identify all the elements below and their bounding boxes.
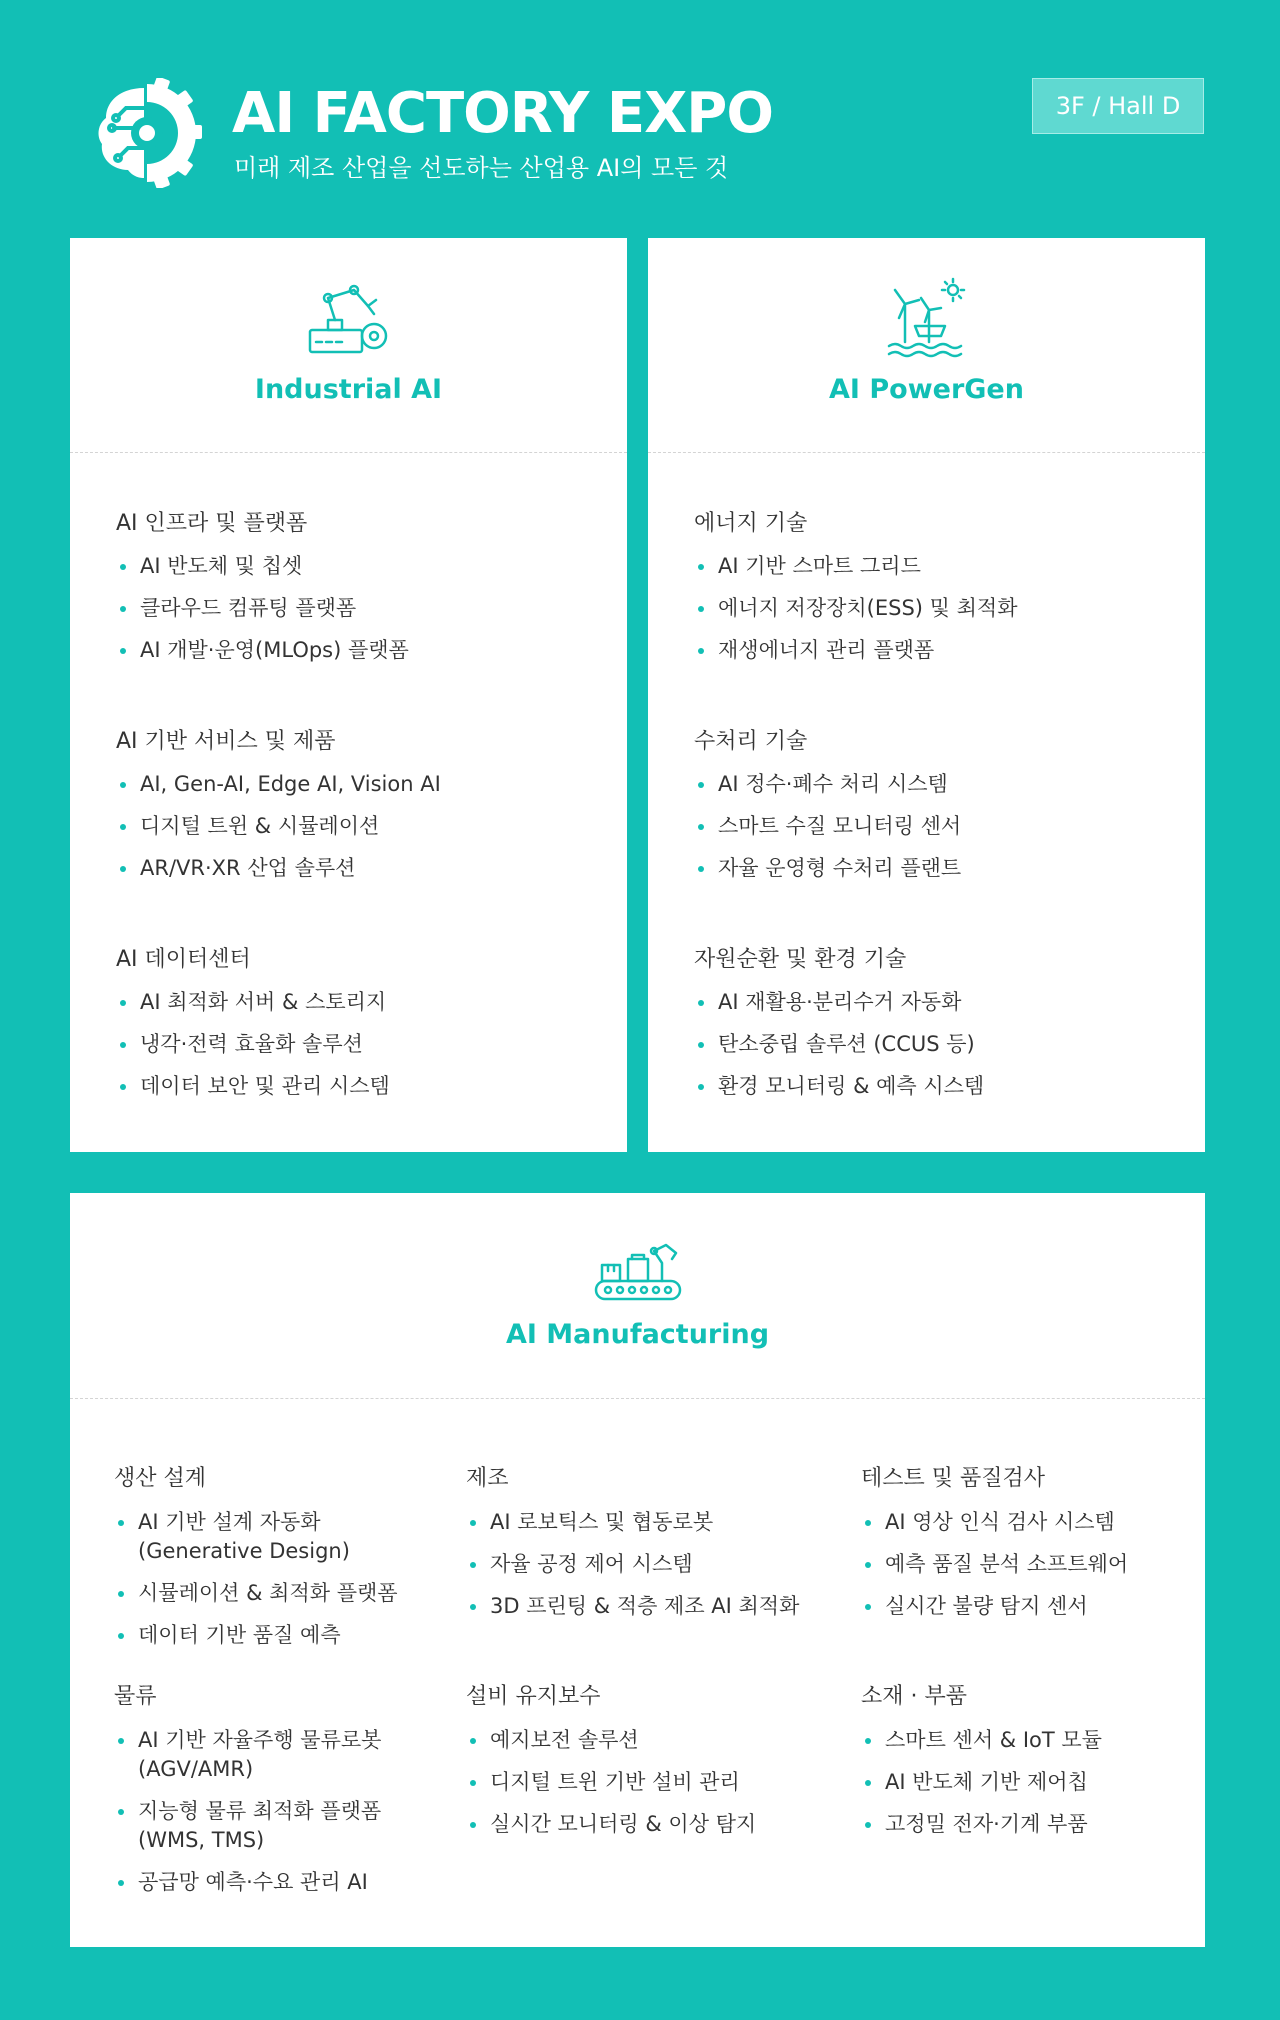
item-list [694,988,984,1101]
list-item: 3D 프린팅 & 적층 제조 AI 최적화 [466,1592,799,1621]
list-item: AI 최적화 서버 & 스토리지 [116,988,390,1017]
list-item: 스마트 센서 & IoT 모듈 [861,1726,1102,1755]
category-title: 에너지 기술 [694,511,808,536]
category-title: 설비 유지보수 [466,1684,601,1709]
brain-gear-icon [92,78,202,188]
list-item: AI 개발·운영(MLOps) 플랫폼 [116,636,409,665]
list-item: 디지털 트윈 & 시뮬레이션 [116,812,441,841]
card-header [648,238,1205,453]
list-item: AI 반도체 기반 제어칩 [861,1768,1102,1797]
category-title: 제조 [466,1466,509,1491]
list-item: 지능형 물류 최적화 플랫폼 (WMS, TMS) [114,1797,381,1855]
item-list [694,770,961,883]
category-title: AI 데이터센터 [116,947,251,972]
item-list [466,1508,799,1621]
conveyor-robot-icon [592,1241,684,1303]
item-list [466,1726,756,1839]
list-item: 디지털 트윈 기반 설비 관리 [466,1768,756,1797]
category-title: 생산 설계 [114,1466,207,1491]
wind-solar-icon [885,276,969,360]
item-list [114,1726,381,1897]
list-item: 시뮬레이션 & 최적화 플랫폼 [114,1579,398,1608]
list-item: 실시간 모니터링 & 이상 탐지 [466,1810,756,1839]
list-item: AI, Gen-AI, Edge AI, Vision AI [116,770,441,799]
page-subtitle: 미래 제조 산업을 선도하는 산업용 AI의 모든 것 [234,154,729,182]
item-list [694,552,1018,665]
card-title: AI Manufacturing [505,1319,770,1350]
list-item: AI 기반 자율주행 물류로봇 (AGV/AMR) [114,1726,381,1784]
list-item: AR/VR·XR 산업 솔루션 [116,854,441,883]
list-item: 탄소중립 솔루션 (CCUS 등) [694,1030,984,1059]
category-title: AI 기반 서비스 및 제품 [116,729,336,754]
list-item: 데이터 보안 및 관리 시스템 [116,1072,390,1101]
list-item: AI 기반 설계 자동화 (Generative Design) [114,1508,398,1566]
list-item: AI 반도체 및 칩셋 [116,552,409,581]
list-item: 자율 운영형 수처리 플랜트 [694,854,961,883]
hall-badge: 3F / Hall D [1032,78,1204,134]
category-title: 물류 [114,1684,157,1709]
item-list [116,770,441,883]
card-title: Industrial AI [254,374,443,405]
category-title: AI 인프라 및 플랫폼 [116,511,308,536]
list-item: 냉각·전력 효율화 솔루션 [116,1030,390,1059]
category-title: 소재 · 부품 [861,1684,967,1709]
item-list [116,988,390,1101]
card-header [70,1193,1205,1399]
header [92,78,1204,188]
list-item: 공급망 예측·수요 관리 AI [114,1868,381,1897]
card-title: AI PowerGen [829,374,1024,405]
item-list [861,1726,1102,1839]
list-item: 고정밀 전자·기계 부품 [861,1810,1102,1839]
item-list [116,552,409,665]
item-list [861,1508,1128,1621]
list-item: 자율 공정 제어 시스템 [466,1550,799,1579]
category-title: 테스트 및 품질검사 [861,1466,1046,1491]
card-industrial-ai [70,238,627,1152]
list-item: 에너지 저장장치(ESS) 및 최적화 [694,594,1018,623]
list-item: 스마트 수질 모니터링 센서 [694,812,961,841]
list-item: AI 정수·폐수 처리 시스템 [694,770,961,799]
category-title: 자원순환 및 환경 기술 [694,947,907,972]
list-item: 예지보전 솔루션 [466,1726,756,1755]
list-item: 클라우드 컴퓨팅 플랫폼 [116,594,409,623]
card-ai-powergen [648,238,1205,1152]
list-item: 재생에너지 관리 플랫폼 [694,636,1018,665]
list-item: AI 기반 스마트 그리드 [694,552,1018,581]
list-item: AI 로보틱스 및 협동로봇 [466,1508,799,1537]
category-title: 수처리 기술 [694,729,808,754]
card-ai-manufacturing [70,1193,1205,1947]
list-item: 예측 품질 분석 소프트웨어 [861,1550,1128,1579]
robot-arm-icon [306,280,392,360]
list-item: AI 재활용·분리수거 자동화 [694,988,984,1017]
page-title: AI FACTORY EXPO [232,81,773,146]
list-item: AI 영상 인식 검사 시스템 [861,1508,1128,1537]
list-item: 환경 모니터링 & 예측 시스템 [694,1072,984,1101]
list-item: 데이터 기반 품질 예측 [114,1621,398,1650]
item-list [114,1508,398,1650]
card-header [70,238,627,453]
list-item: 실시간 불량 탐지 센서 [861,1592,1128,1621]
